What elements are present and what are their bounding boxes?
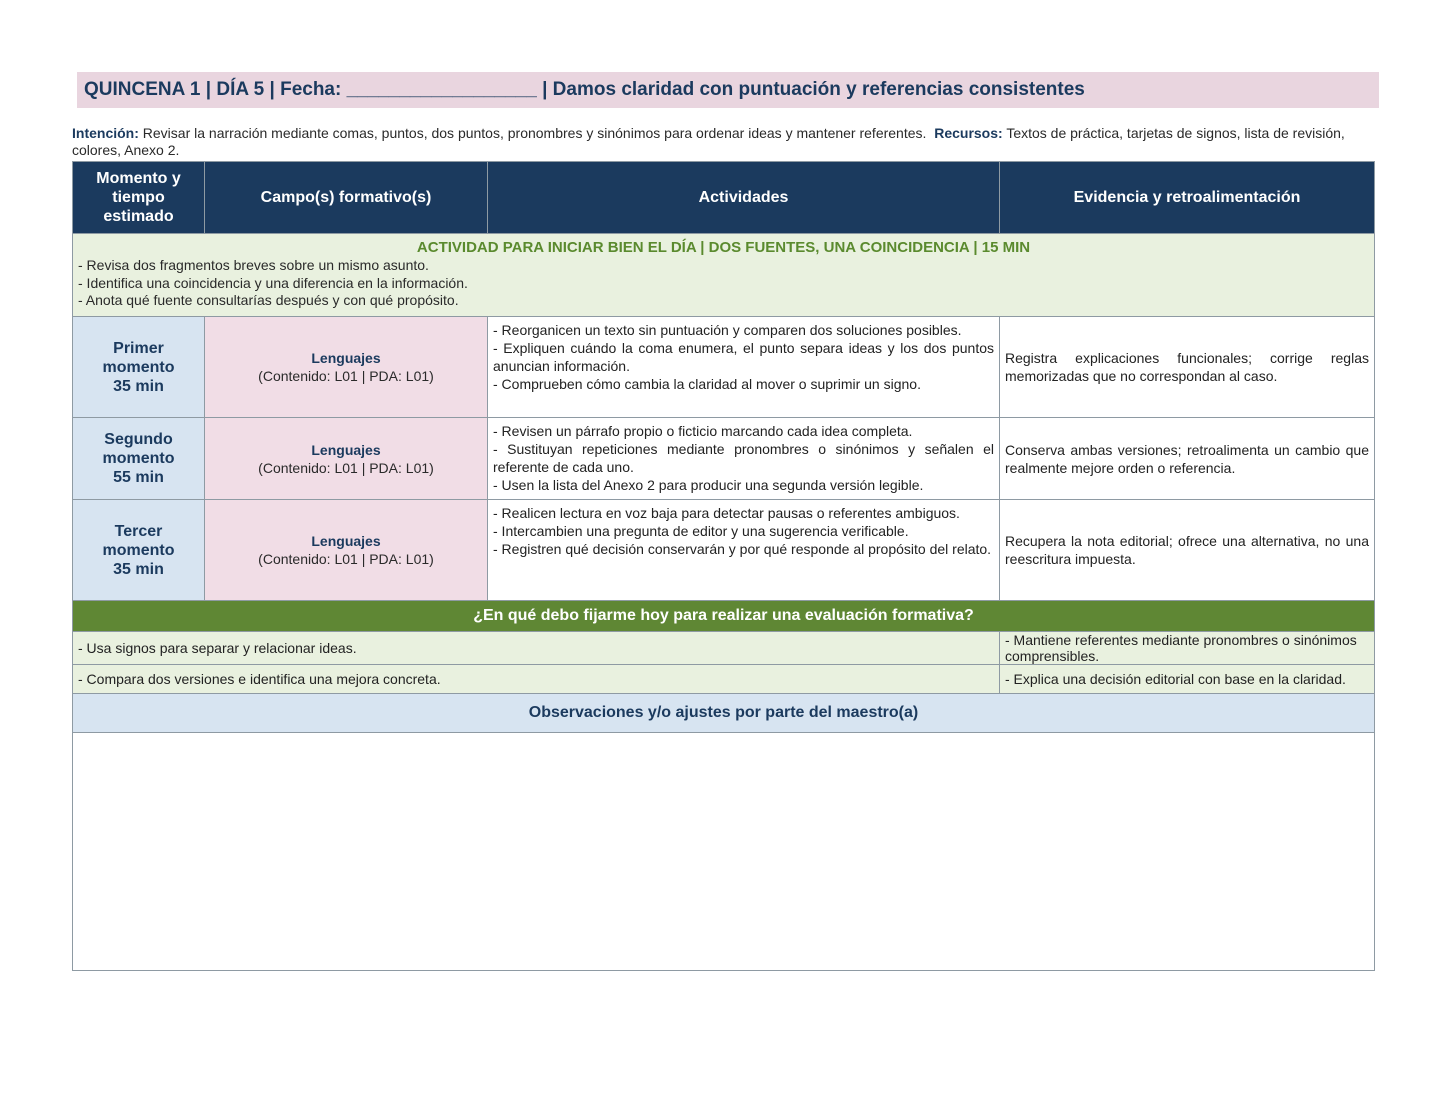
evaluation-spacer: [488, 665, 1000, 694]
evaluation-item-text: - Explica una decisión editorial con base en la claridad.: [1005, 671, 1346, 687]
activity-item: - Reorganicen un texto sin puntuación y comparen dos soluciones posibles.: [493, 322, 962, 338]
intencion-label: Intención:: [72, 125, 139, 141]
moment-label: momento: [102, 450, 175, 467]
moment-cell: [73, 500, 205, 601]
observations-area[interactable]: [73, 733, 1375, 971]
evaluation-header-row: [73, 601, 1375, 632]
evaluation-item: [73, 632, 488, 665]
campo-name: Lenguajes: [311, 350, 381, 366]
moment-row: [73, 500, 1375, 601]
moment-cell: [73, 418, 205, 500]
observations-body-row: [73, 733, 1375, 971]
activity-item: - Registren qué decisión conservarán y por qué responde al propósito del relato.: [493, 541, 992, 557]
evaluation-item-text: - Compara dos versiones e identifica una mejora concreta.: [78, 671, 441, 687]
start-activity-row: [73, 234, 1375, 317]
moment-label: Tercer: [114, 522, 163, 540]
start-activity-item: - Identifica una coincidencia y una diferencia en la información.: [78, 274, 468, 291]
header-evidencia: Evidencia y retroalimentación: [1000, 162, 1375, 234]
start-activity-title: ACTIVIDAD PARA INICIAR BIEN EL DÍA | DOS FUENTES, UNA COINCIDENCIA | 15 MIN: [416, 239, 1031, 256]
activity-item: - Realicen lectura en voz baja para detectar pausas o referentes ambiguos.: [493, 505, 960, 521]
evaluation-item-text: - Mantiene referentes mediante pronombres o sinónimos comprensibles.: [1005, 632, 1357, 664]
campo-cell: [205, 500, 488, 601]
header-momento-line3: estimado: [103, 208, 174, 225]
activity-item: - Revisen un párrafo propio o ficticio marcando cada idea completa.: [493, 423, 913, 439]
intencion-text: Revisar la narración mediante comas, puntos, dos puntos, pronombres y sinónimos para ordenar ideas y mantener referentes.: [142, 125, 927, 141]
start-activity-item: - Revisa dos fragmentos breves sobre un mismo asunto.: [78, 257, 429, 273]
evidence-cell: Registra explicaciones funcionales; corrige reglas memorizadas que no correspondan al caso.: [1000, 317, 1375, 418]
activity-item: - Comprueben cómo cambia la claridad al mover o suprimir un signo.: [493, 376, 921, 392]
activity-item: - Usen la lista del Anexo 2 para producir una segunda versión legible.: [493, 477, 924, 493]
intro-paragraph: [72, 125, 1374, 159]
moment-label: Primer: [113, 339, 164, 357]
header-actividades: Actividades: [488, 162, 1000, 234]
campo-content: (Contenido: L01 | PDA: L01): [258, 551, 434, 567]
evaluation-title: ¿En qué debo fijarme hoy para realizar una evaluación formativa?: [73, 601, 1375, 632]
activity-item: - Sustituyan repeticiones mediante pronombres o sinónimos y señalen el referente de cada uno.: [493, 441, 994, 475]
recursos-text: Textos de práctica, tarjetas de signos, lista de revisión, colores, Anexo 2.: [72, 125, 1345, 158]
moment-time: 55 min: [113, 469, 164, 486]
evaluation-row: [73, 665, 1375, 694]
start-activity-cell: [73, 234, 1375, 317]
moment-row: [73, 418, 1375, 500]
campo-content: (Contenido: L01 | PDA: L01): [258, 368, 434, 384]
campo-name: Lenguajes: [311, 533, 381, 549]
evidence-cell: Conserva ambas versiones; retroalimenta un cambio que realmente mejore orden o referencia.: [1000, 418, 1375, 500]
campo-cell: [205, 317, 488, 418]
activity-item: - Expliquen cuándo la coma enumera, el punto separa ideas y los dos puntos anuncian información.: [493, 340, 994, 374]
campo-cell: [205, 418, 488, 500]
evaluation-item: [1000, 665, 1375, 694]
evidence-cell: Recupera la nota editorial; ofrece una alternativa, no una reescritura impuesta.: [1000, 500, 1375, 601]
lesson-plan-table: [72, 161, 1375, 971]
start-activity-item: - Anota qué fuente consultarías después y con qué propósito.: [78, 292, 459, 308]
activity-item: - Intercambien una pregunta de editor y una sugerencia verificable.: [493, 523, 909, 539]
recursos-label: Recursos:: [934, 125, 1003, 141]
moment-row: [73, 317, 1375, 418]
activities-cell: [488, 500, 1000, 601]
moment-time: 35 min: [113, 560, 164, 578]
header-momento-line2: tiempo: [112, 189, 165, 206]
observations-title: Observaciones y/o ajustes por parte del maestro(a): [73, 694, 1375, 733]
moment-cell: [73, 317, 205, 418]
campo-name: Lenguajes: [311, 441, 381, 458]
evaluation-spacer: [488, 632, 1000, 665]
page-title: QUINCENA 1 | DÍA 5 | Fecha: __________________ | Damos claridad con puntuación y referencias consistentes: [77, 72, 1379, 108]
header-row: [73, 162, 1375, 234]
activities-cell: [488, 418, 1000, 500]
evaluation-row: [73, 632, 1375, 665]
moment-label: momento: [102, 358, 175, 376]
evaluation-item-text: - Usa signos para separar y relacionar ideas.: [78, 640, 357, 656]
activities-cell: [488, 317, 1000, 418]
header-momento: [73, 162, 205, 234]
observations-header-row: [73, 694, 1375, 733]
header-campo: Campo(s) formativo(s): [205, 162, 488, 234]
evaluation-item: [1000, 632, 1375, 665]
campo-content: (Contenido: L01 | PDA: L01): [258, 459, 434, 476]
header-momento-line1: Momento y: [96, 170, 181, 187]
evaluation-item: [73, 665, 488, 694]
moment-label: Segundo: [104, 431, 173, 448]
moment-time: 35 min: [113, 377, 164, 395]
moment-label: momento: [102, 541, 175, 559]
